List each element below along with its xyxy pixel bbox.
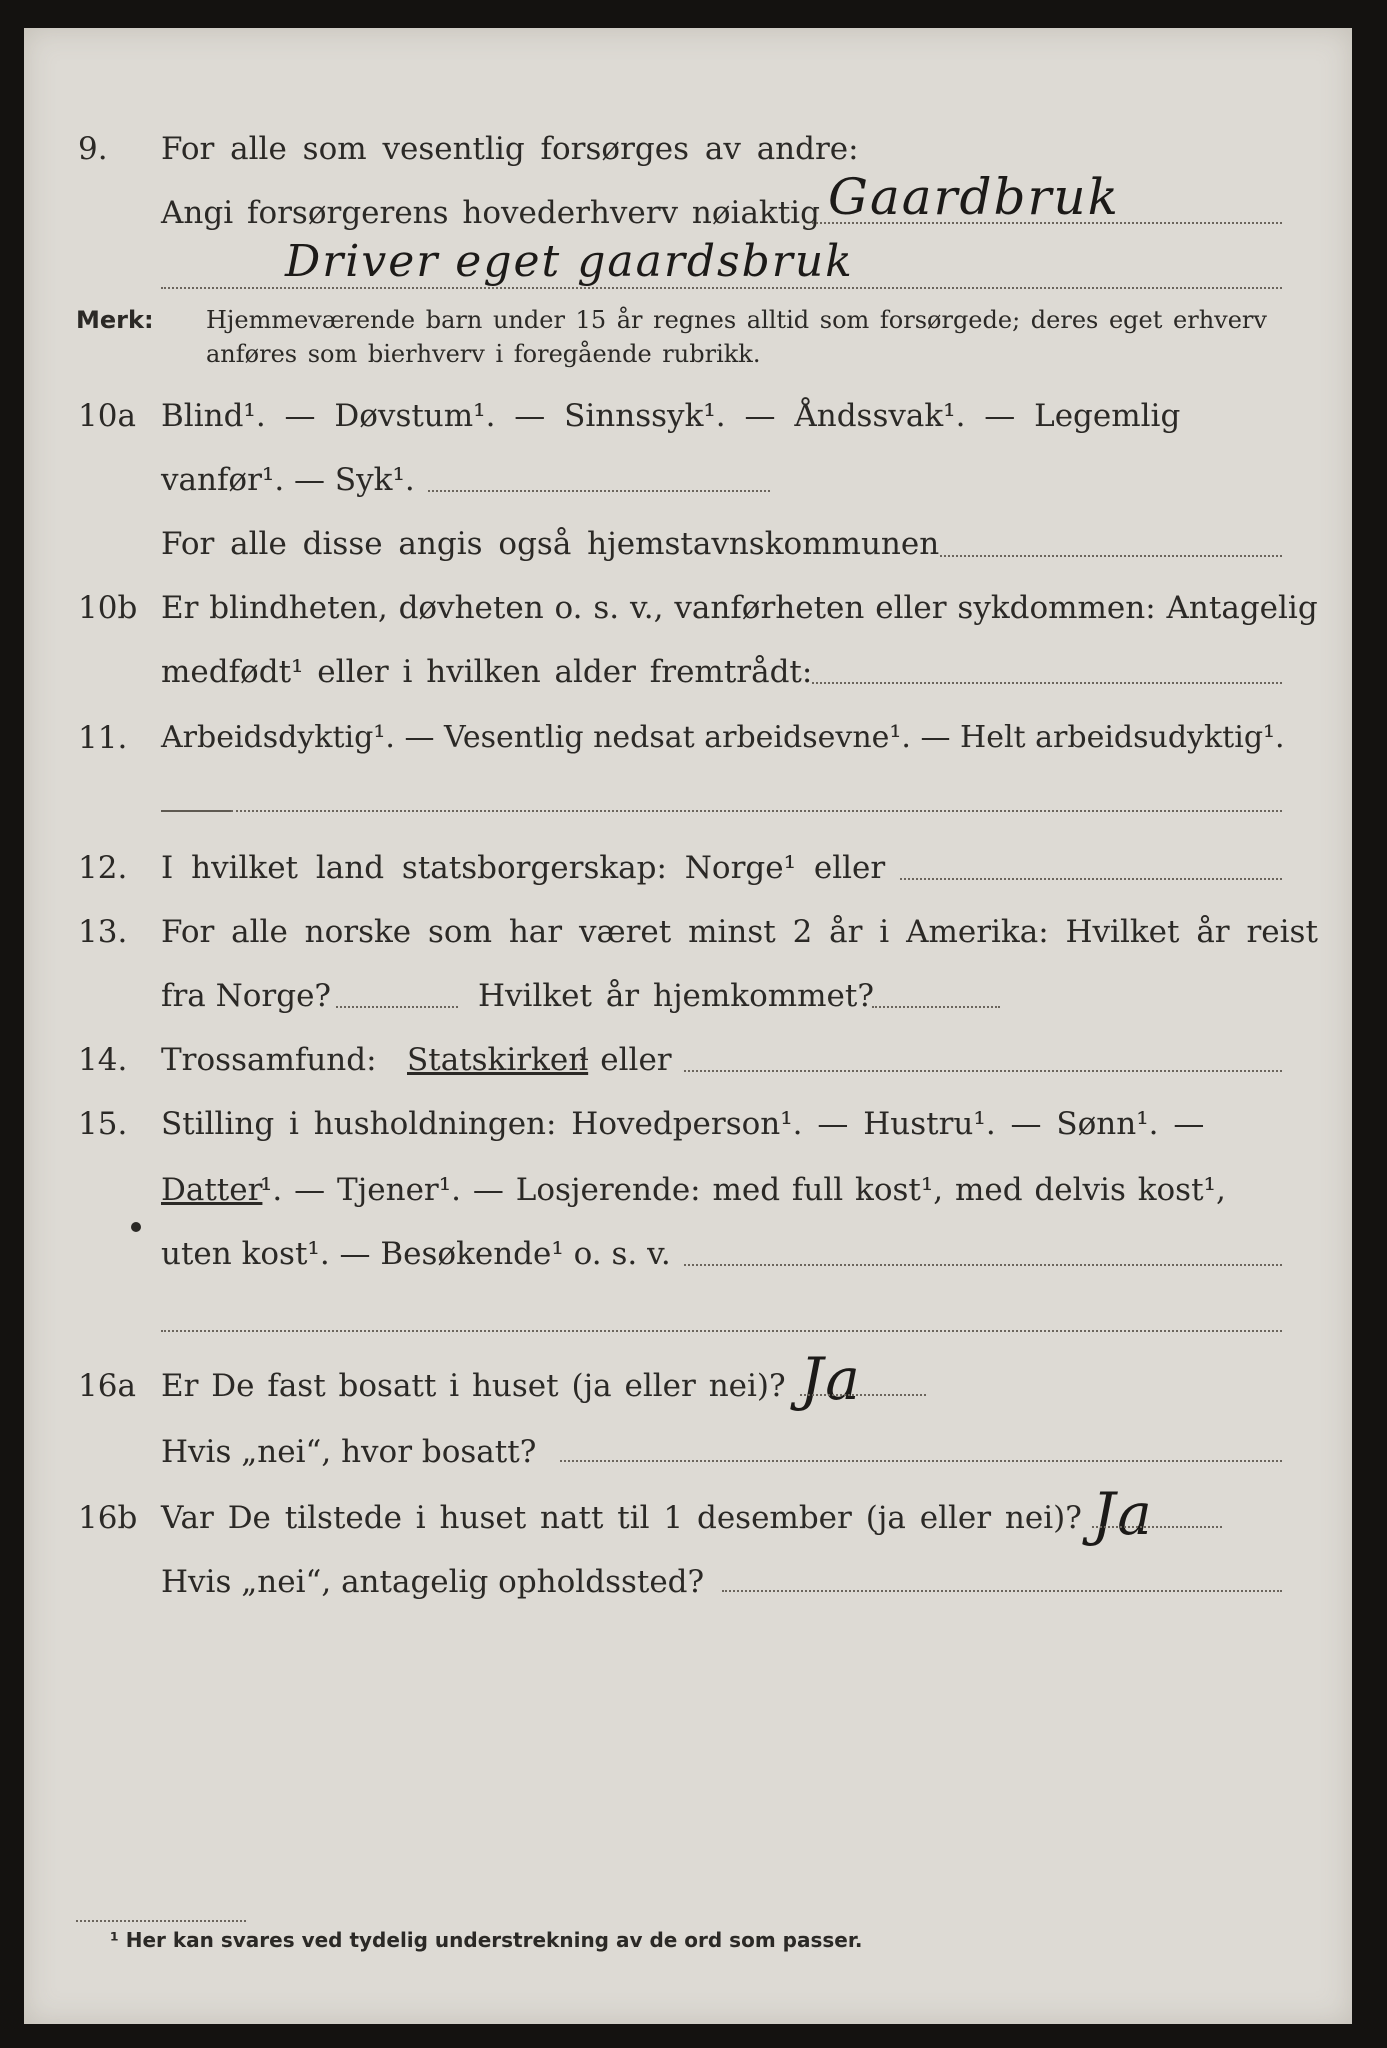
merk-line2: anføres som bierhverv i foregående rubrikk. bbox=[206, 340, 761, 368]
q15-line1: Stilling i husholdningen: Hovedperson¹. — Hustru¹. — Sønn¹. — bbox=[161, 1106, 1205, 1142]
q13-line2b: Hvilket år hjemkommet? bbox=[478, 978, 874, 1014]
q13-line2a: fra Norge? bbox=[161, 978, 332, 1014]
merk-label: Merk: bbox=[76, 306, 154, 334]
ink-dot-mark bbox=[131, 1222, 141, 1232]
q14-number: 14. bbox=[78, 1042, 128, 1078]
q10a-answer-line2 bbox=[940, 555, 1282, 557]
q9-handwriting1: Gaardbruk bbox=[828, 168, 1120, 226]
q10b-answer-line bbox=[812, 682, 1282, 684]
q14-line1c: ¹ eller bbox=[578, 1042, 672, 1078]
q15-line3: uten kost¹. — Besøkende¹ o. s. v. bbox=[161, 1236, 671, 1272]
q16b-line1: Var De tilstede i huset natt til 1 desember (ja eller nei)? bbox=[161, 1500, 1082, 1536]
q10b-line1: Er blindheten, døvheten o. s. v., vanførheten eller sykdommen: Antagelig bbox=[161, 590, 1318, 626]
q16b-answer-line1 bbox=[1092, 1526, 1222, 1528]
q9-line1: For alle som vesentlig forsørges av andre: bbox=[161, 131, 859, 167]
q10a-line1: Blind¹. — Døvstum¹. — Sinnssyk¹. — Åndssvak¹. — Legemlig bbox=[161, 398, 1181, 434]
q16a-answer-line1 bbox=[800, 1394, 926, 1396]
q13-answer-line2 bbox=[872, 1006, 1000, 1008]
q16a-number: 16a bbox=[78, 1368, 136, 1404]
q14-line1a: Trossamfund: bbox=[161, 1042, 377, 1078]
q9-number: 9. bbox=[78, 131, 108, 167]
q15-answer-line1 bbox=[684, 1264, 1282, 1266]
q12-line1: I hvilket land statsborgerskap: Norge¹ eller bbox=[161, 850, 886, 886]
q11-answer-line bbox=[231, 810, 1282, 812]
q11-line1: Arbeidsdyktig¹. — Vesentlig nedsat arbeidsevne¹. — Helt arbeidsudyktig¹. bbox=[161, 720, 1285, 755]
q12-number: 12. bbox=[78, 850, 128, 886]
q13-number: 13. bbox=[78, 914, 128, 950]
q15-number: 15. bbox=[78, 1106, 128, 1142]
q9-line2: Angi forsørgerens hovederhverv nøiaktig bbox=[161, 195, 820, 231]
merk-line1: Hjemmeværende barn under 15 år regnes alltid som forsørgede; deres eget erhverv bbox=[206, 306, 1267, 334]
q16b-answer-line2 bbox=[722, 1590, 1282, 1592]
q9-handwriting2: Driver eget gaardsbruk bbox=[285, 236, 854, 287]
q10b-number: 10b bbox=[78, 590, 138, 626]
q15-datter-underlined: Datter bbox=[161, 1172, 263, 1208]
q10a-line3: For alle disse angis også hjemstavnskommunen bbox=[161, 526, 940, 562]
q15-line2b: ¹. — Tjener¹. — Losjerende: med full kost¹, med delvis kost¹, bbox=[260, 1172, 1226, 1208]
q16a-line1: Er De fast bosatt i huset (ja eller nei)? bbox=[161, 1368, 786, 1404]
q10a-line2: vanfør¹. — Syk¹. bbox=[161, 462, 415, 498]
q14-answer-line bbox=[684, 1070, 1282, 1072]
q16b-line2: Hvis „nei“, antagelig opholdssted? bbox=[161, 1564, 705, 1600]
q13-answer-line1 bbox=[336, 1006, 458, 1008]
q10a-number: 10a bbox=[78, 398, 136, 434]
footnote: ¹ Her kan svares ved tydelig understrekning av de ord som passer. bbox=[110, 1928, 863, 1952]
q14-statskirken-underlined: Statskirken bbox=[407, 1042, 589, 1078]
q9-answer-line2 bbox=[161, 287, 1282, 289]
q16a-handwriting: Ja bbox=[800, 1345, 862, 1413]
q15-answer-line2 bbox=[161, 1330, 1282, 1332]
q16b-number: 16b bbox=[78, 1500, 138, 1536]
q16a-line2: Hvis „nei“, hvor bosatt? bbox=[161, 1434, 537, 1470]
footnote-separator bbox=[76, 1920, 246, 1922]
q12-answer-line bbox=[900, 878, 1282, 880]
q11-number: 11. bbox=[78, 720, 128, 756]
q10b-line2: medfødt¹ eller i hvilken alder fremtrådt: bbox=[161, 654, 813, 690]
q11-answer-line-start bbox=[161, 810, 231, 812]
q16b-handwriting: Ja bbox=[1092, 1480, 1154, 1548]
q16a-answer-line2 bbox=[560, 1460, 1282, 1462]
q10a-answer-line1 bbox=[428, 490, 770, 492]
q13-line1: For alle norske som har været minst 2 år i Amerika: Hvilket år reist bbox=[161, 914, 1318, 950]
